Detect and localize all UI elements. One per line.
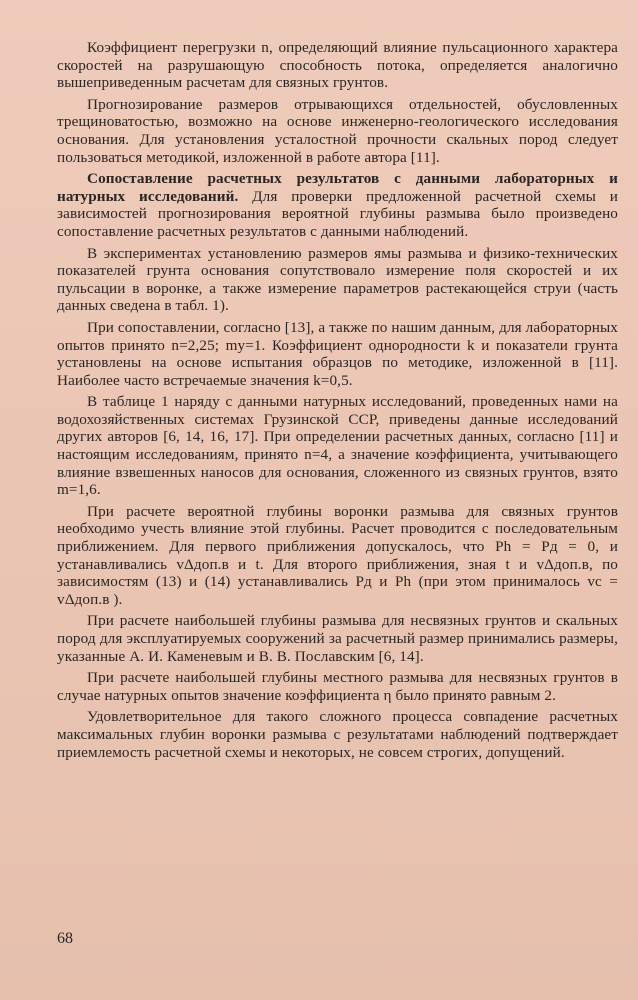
paragraph-comparison-text: Для проверки предложенной расчетной схемы и зависимостей прогнозирования вероятной глубины размыва было произведено сопоставление расчетных результатов с данными наблюдений. xyxy=(57,187,618,240)
paragraph-local-scour: При расчете наибольшей глубины местного размыва для несвязных грунтов в случае натурных опытов значение коэффициента η было принято равным 2. xyxy=(57,669,618,704)
page-number: 68 xyxy=(57,930,73,947)
paragraph-forecasting-sizes: Прогнозирование размеров отрывающихся отдельностей, обусловленных трещиноватостью, возможно на основе инженерно-геологического исследования основания. Для установления усталостной прочности скальных пород следует пользоваться методикой, изложенной в работе автора [11]. xyxy=(57,95,618,166)
paragraph-experiments: В экспериментах установлению размеров ямы размыва и физико-технических показателей грунта основания сопутствовало измерение поля скоростей и их пульсации в воронке, а также измерение параметров растекающейся струи (часть данных сведена в табл. 1). xyxy=(57,244,618,315)
paragraph-comparison xyxy=(57,170,618,240)
paragraph-overload-coefficient: Коэффициент перегрузки n, определяющий влияние пульсационного характера скоростей на разрушающую способность потока, определяется аналогично вышеприведенным расчетам для связных грунтов. xyxy=(57,39,618,92)
paragraph-table-1: В таблице 1 наряду с данными натурных исследований, проведенных нами на водохозяйственных системах Грузинской ССР, приведены данные исследований других авторов [6, 14, 16, 17]. При определении расчетных данных, согласно [11] и настоящим исследованиям, принято n=4, а значение коэффициента, учитывающего влияние взвешенных наносов для основания, сложенного из связных грунтов, взято m=1,6. xyxy=(57,393,618,499)
paragraph-conclusion: Удовлетворительное для такого сложного процесса совпадение расчетных максимальных глубин воронки размыва с результатами наблюдений подтверждает приемлемость расчетной схемы и некоторых, не совсем строгих, допущений. xyxy=(57,708,618,761)
paragraph-cohesive-soils: При расчете вероятной глубины воронки размыва для связных грунтов необходимо учесть влияние этой глубины. Расчет проводится с последовательным приближением. Для первого приближения допускалось, что Ph = Pд = 0, и устанавливались vΔдоп.в и t. Для второго приближения, зная t и vΔдоп.в, по зависимостям (13) и (14) устанавливались Pд и Ph (при этом принималось vс = vΔдоп.в ). xyxy=(57,502,618,608)
paragraph-lab-comparison: При сопоставлении, согласно [13], а также по нашим данным, для лабораторных опытов принято n=2,25; mу=1. Коэффициент однородности k и показатели грунта установлены на основе испытания образцов по методике, изложенной в [11]. Наиболее часто встречаемые значения k=0,5. xyxy=(57,318,618,389)
paragraph-noncohesive-rock: При расчете наибольшей глубины размыва для несвязных грунтов и скальных пород для эксплуатируемых сооружений за расчетный размер принимались размеры, указанные А. И. Каменевым и В. В. Пославским [6, 14]. xyxy=(57,612,618,665)
section-lead-heading: Сопоставление расчетных результатов с данными лабораторных и натурных исследований. xyxy=(57,170,618,205)
